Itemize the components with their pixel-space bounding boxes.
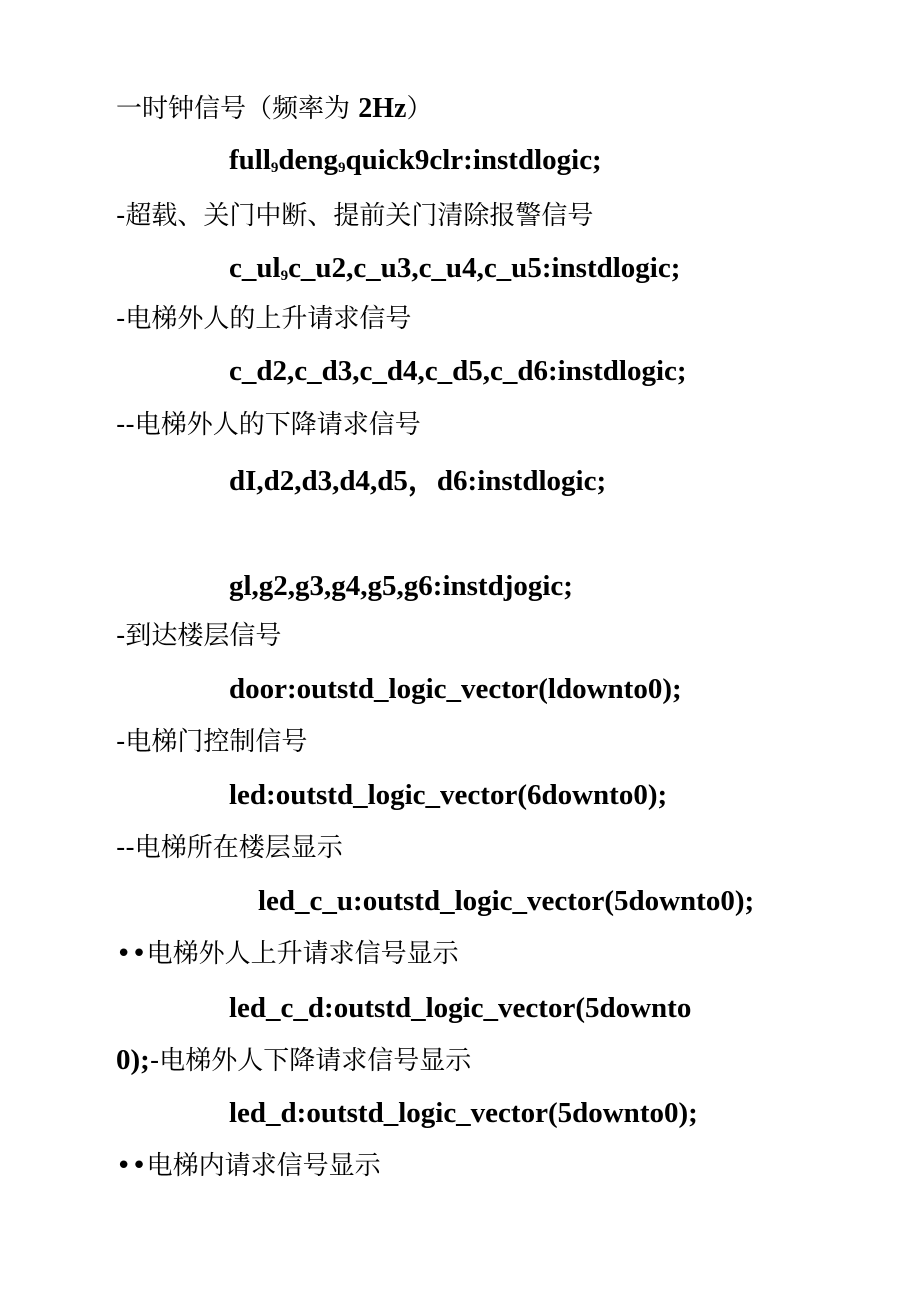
comment-outside-down-request: --电梯外人的下降请求信号	[116, 410, 421, 440]
code-line-c-u: $c\_ul_9c\_u2,c\_u3,c\_u4,c\_u5:instdlogic$;	[229, 252, 681, 284]
comment-outside-up-request: -电梯外人的上升请求信号	[116, 304, 412, 334]
code-line-c-d: c_d2,c_d3,c_d4,c_d5,c_d6:instdlogic;	[229, 355, 687, 387]
code-line-full-deng-quick: full$_9$deng$_9$quick9clr:instdlogic;	[229, 144, 602, 176]
comment-floor-arrival: -到达楼层信号	[116, 621, 282, 651]
code-line-led: led:outstd_logic_vector(6downto0);	[229, 779, 668, 811]
code-line-led-c-u: led_c_u:outstd_logic_vector(5downto0);	[258, 885, 755, 917]
code-line-g: gl,g2,g3,g4,g5,g6:instdjogic;	[229, 570, 573, 602]
comment-floor-display: --电梯所在楼层显示	[116, 833, 343, 863]
mixed-line-down-request-display: 0);-电梯外人下降请求信号显示	[116, 1044, 472, 1076]
code-line-door: door:outstd_logic_vector(ldownto0);	[229, 673, 682, 705]
comment-door-control: -电梯门控制信号	[116, 727, 308, 757]
code-line-led-c-d: led_c_d:outstd_logic_vector(5downto	[229, 992, 692, 1024]
comment-clock-signal: 一时钟信号（频率为 2Hz）	[116, 93, 433, 124]
comment-inside-request-display: ••电梯内请求信号显示	[116, 1151, 381, 1181]
comment-overload-alarm: -超载、关门中断、提前关门清除报警信号	[116, 201, 594, 231]
comment-up-request-display: ••电梯外人上升请求信号显示	[116, 939, 459, 969]
code-line-led-d: led_d:outstd_logic_vector(5downto0);	[229, 1097, 698, 1129]
code-line-d: dI,d2,d3,d4,d5，d6:instdlogic;	[229, 465, 607, 497]
